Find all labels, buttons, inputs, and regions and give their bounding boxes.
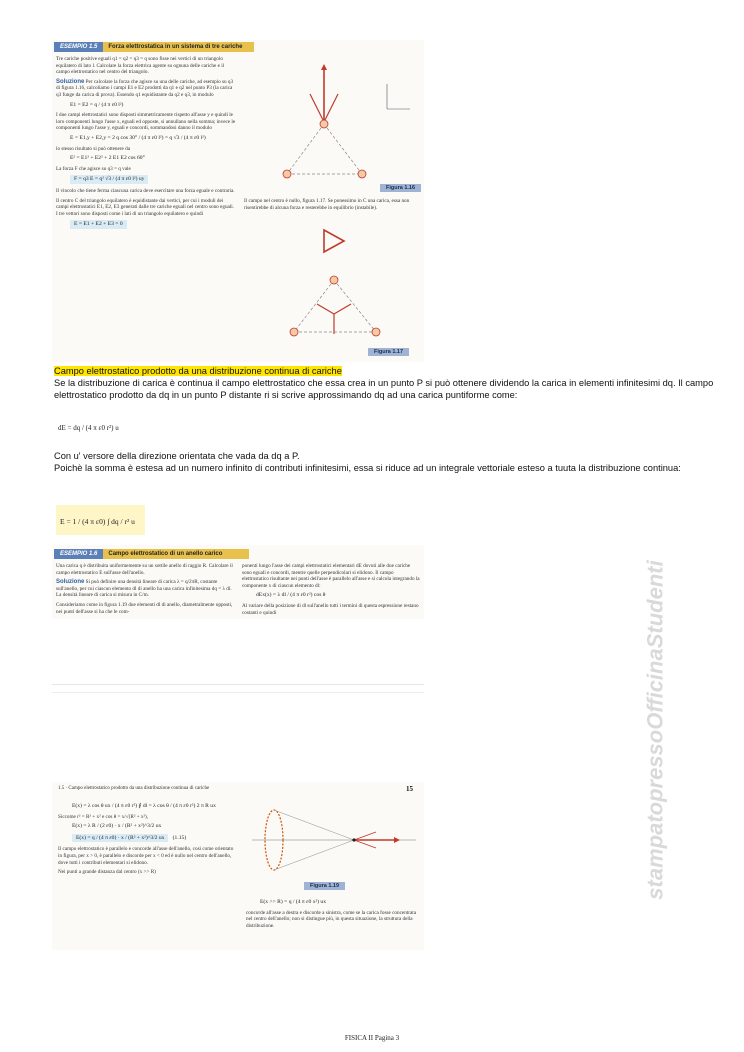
field-e1-arrow [310,94,324,122]
charge-q1 [283,170,291,178]
example-1-6-right-column [242,563,420,619]
example-1-5-para6: Il centro C del triangolo equilatero è equidistante dai vertici, per cui i moduli dei campi elettrostatici E1, E2, E3 generati dalle tre cariche eguali nel centro sono eguali. I tre vettori sono disposti come i lati di un triangolo equilatero e quindi [56,197,235,217]
triangle-side-left [294,280,334,332]
example-1-6-header [54,549,249,559]
page-15-eq-number: (1.15) [172,834,187,841]
line-dl-bottom [274,840,354,870]
center-field-e1 [317,304,334,314]
example-1-5-para5: Il vincolo che tiene ferma ciascuna carica deve esercitare una forza eguale e contraria. [56,187,235,194]
figure-1-19-label: Figura 1.19 [304,882,345,890]
example-1-5-intro: Tre cariche positive eguali q1 = q2 = q3 = q sono fisse nei vertici di un triangolo equilatero di lato l. Calcolare la forza elettrica agente su ognuna delle cariche e il campo elettrostatico nel centro del triangolo. [56,56,225,76]
section-paragraph-3: Poichè la somma è estesa ad un numero infinito di contributi infinitesimi, essa si riduce ad un integrale vettoriale esteso a tuuta la distribuzione continua: [54,463,681,473]
field-e2-arrow [324,94,338,122]
section-paragraph-2: Con u' versore della direzione orientata che vada da dq a P. [54,451,300,461]
field-de-arrowhead [394,837,400,843]
figure-1-17-label: Figura 1.17 [368,348,409,356]
section-heading-block [54,366,734,378]
section-paragraph-1: Se la distribuzione di carica è continua il campo elettrostatico che essa crea in un punto P si può ottenere dividendo la carica in elementi infinitesimi dq. Il campo elettrostatico prodotto da dq in un punto P distante ri si scrive approssimando dq ad una carica puntiforme come: [54,378,714,400]
triangle-side-left [287,124,324,174]
example-1-6-left-column [56,563,236,618]
example-1-6-left-text: Una carica q è distribuita uniformemente su un sottile anello di raggio R. Calcolare il campo elettrostatico E sull'asse dell'anello. [56,563,233,576]
example-1-5-para4: La forza F che agisce su q3 = q vale [56,165,131,172]
example-1-6-right-text-2: Al variare della posizione di dl sull'anello tutti i termini di questa espressione restano costanti e quindi [242,602,419,616]
figure-1-19-diagram [246,802,422,878]
example-1-5-scan [52,40,424,362]
example-1-5-para3: lo stesso risultato si può ottenere da [56,145,131,152]
watermark-text: stampatopressoOfficinaStudenti [643,560,668,900]
scan-gap-line-1 [52,684,424,685]
page-footer: FISICA II Pagina 3 [344,1034,400,1042]
example-1-5-header [54,42,254,52]
charge-q1 [290,328,298,336]
example-1-6-solution-text: Si può definire una densità lineare di carica λ = q/2πR, costante sull'anello, per cui ciascun elemento dl di anello ha una carica infinitesima dq = λ dl. La densità lineare di carica si misura in C/m. [56,579,232,599]
page-15-eq4: E(x >> R) = q / (4 π ε0 x²) ux [260,899,327,905]
section-heading: Campo elettrostatico prodotto da una distribuzione continua di cariche [54,366,342,376]
field-de-down [354,840,376,848]
field-de-up [354,832,376,840]
formula-de: dE = dq / (4 π ε0 r²) u [58,424,119,432]
example-1-5-eq5: E = E1 + E2 + E3 = 0 [70,220,127,229]
page-15-header: 1.5 · Campo elettrostatico prodotto da una distribuzione continua di cariche [58,786,210,791]
page-15-eq2: E(x) = λ R / (2 ε0) · x / (R² + x²)^3/2 ux [72,823,162,830]
line-dl-top [274,810,354,840]
figure-1-17-diagram [272,222,420,350]
charge-q2 [372,328,380,336]
example-1-5-solution-text: Per calcolare la forza che agisce su una delle cariche, ad esempio su q3 di figura 1.16, calcoliamo i campi E1 e E2 prodotti da q1 e q2 nel punto P3 (la carica q3 funge da carica di prova). Essendo q1 equidistante da q2 e q3, in modulo [56,78,234,98]
page-15-number: 15 [406,785,413,793]
figure-1-16-label: Figura 1.16 [380,184,421,192]
charge-q2 [358,170,366,178]
example-1-6-tag: ESEMPIO 1.6 [54,549,103,559]
page-15-right-column [246,896,420,932]
example-1-6-left-text-2: Consideriamo come in figura 1.19 due elementi dl di anello, diametralmente opposti, nei punti dell'asse si ha che le com- [56,601,233,615]
figure-1-16-diagram [242,54,420,184]
page-15-text2: Il campo elettrostatico è parallelo e concorde all'asse dell'anello, così come orientato in figura, per x > 0, è parallelo e discorde per x < 0 ed è nullo nel centro dell'anello, dove tutti i contributi elementari si elidono. [58,846,234,866]
field-e-arrowhead [321,64,327,70]
example-1-6-scan [52,545,424,619]
example-1-5-para2: I due campi elettrostatici sono disposti simmetricamente rispetto all'asse y e quindi le loro componenti lungo l'asse x, eguali ed opposte, si annullano nella somma; invece le componenti lungo l'asse y, eguali e concordi, sommandosi danno il modulo [56,112,236,132]
charge-q3 [320,120,328,128]
formula-e-integral: E = 1 / (4 π ε0) ∫ dq / r² u [60,517,135,526]
triangle-side-right [324,124,362,174]
page-15-scan [52,782,424,950]
example-1-5-eq2: E = E1,y + E2,y = 2 q cos 30° / (4 π ε0 l²) = q √3 / (4 π ε0 l²) [70,134,206,141]
page-15-left-column [58,800,238,879]
example-1-6-eq: dEx(x) = λ dl / (4 π ε0 r²) cos θ [256,592,326,599]
example-1-5-eq3: E² = E1² + E2² + 2 E1 E2 cos 60° [70,155,145,162]
example-1-5-title: Forza elettrostatica in un sistema di tre cariche [103,42,254,52]
page-15-eq3: E(x) = q / (4 π ε0) · x / (R² + x²)^3/2 ux [72,834,168,843]
example-1-6-right-text: ponenti lungo l'asse dei campi elettrostatici elementari dE dovuti alle due cariche sono eguali e concordi, mentre quelle perpendicolari si elidono. Il campo elettrostatico risultante nei punti dell'asse è parallelo all'asse e si calcola integrando la componente x di ciascun elemento dl: [242,563,420,589]
scan-gap-line-2 [52,692,424,693]
page-15-text4: concorde all'asse a destra e discorde a sinistra, come se la carica fosse concentrata nel centro dell'anello; non si distingue più, in questa situazione, la struttura della distribuzione. [246,909,417,929]
example-1-5-solution-head: Soluzione [56,78,85,85]
watermark [636,540,676,920]
field-triangle [324,230,344,252]
example-1-5-tag: ESEMPIO 1.5 [54,42,103,52]
example-1-5-left-column [56,56,236,233]
page-15-eq1: E(x) = λ cos θ ux / (4 π ε0 r²) ∮ dl = λ cos θ / (4 π ε0 r²) 2 π R ux [72,803,216,809]
formula-e-integral-box [56,505,145,535]
charge-q3 [330,276,338,284]
example-1-6-solution-head: Soluzione [56,579,85,586]
figure-caption: Il campo nel centro è nullo, figura 1.17. Se ponessimo in C una carica, essa non risentirebbe di alcuna forza e resterebbe in equilibrio (instabile). [244,198,410,211]
page-15-text1: Siccome r² = R² + x² e cos θ = x/√(R² + x²), [58,813,149,820]
example-1-5-eq1: E1 = E2 = q / (4 π ε0 l²) [70,101,124,108]
center-field-e2 [334,304,351,314]
triangle-side-right [334,280,376,332]
page-15-text3: Nei punti a grande distanza dal centro (x >> R) [58,869,156,876]
point-p [352,838,355,841]
example-1-5-eq4: F = q3 E = q² √3 / (4 π ε0 l²) uy [70,175,148,184]
example-1-6-title: Campo elettrostatico di un anello carico [103,549,249,559]
